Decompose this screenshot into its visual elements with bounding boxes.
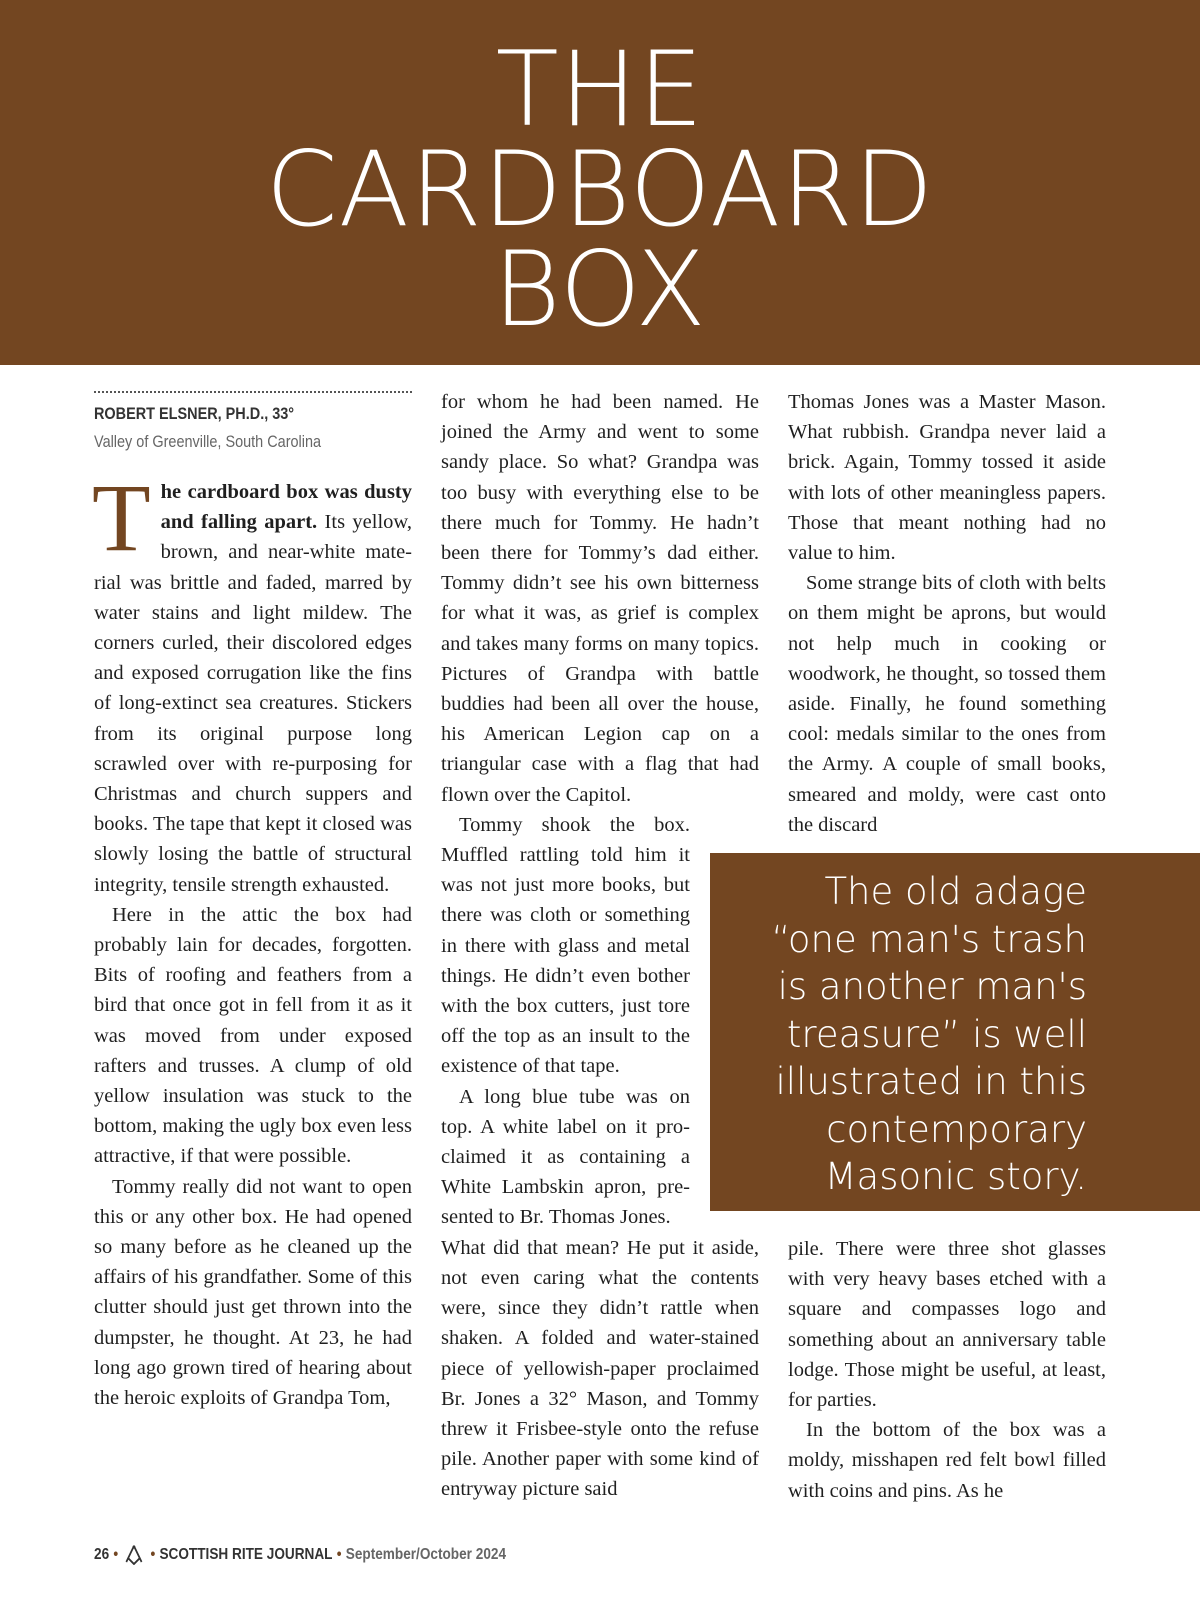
journal-name: SCOTTISH RITE JOURNAL (159, 1546, 333, 1563)
bullet-separator: • (113, 1546, 119, 1563)
title-banner (0, 0, 1200, 365)
paragraph-5a: A long blue tube was on top. A white label on it proclaimed it as containing a White Lambskin apron, presented to Br. Thomas Jones. (441, 1085, 690, 1229)
lead-paragraph (92, 464, 412, 900)
bullet-separator: • (336, 1546, 342, 1563)
title-line-1: THE (495, 30, 705, 150)
paragraph-7: In the bottom of the box was a moldy, misshapen red felt bowl filled with coins and pins. As he (788, 1419, 1106, 1502)
paragraph-6a: Some strange bits of cloth with belts on them might be aprons, but would not help much in cooking or woodwork, he thought, so tossed them aside. Finally, he found something cool: medals similar to the ones from the Army. A couple of small books, smeared and moldy, were cast onto the discard (788, 572, 1106, 836)
lead-bold: he cardboard box was dusty and falling apart. (160, 481, 412, 534)
author-name: ROBERT ELSNER, PH.D., 33° (94, 404, 295, 423)
paragraph-5b: What did that mean? He put it aside, not even caring what the contents were, since they didn’t rattle when shaken. A folded and water-stained piece of yellowish-paper proclaimed Br. Jones a 32° Mason, and Tommy threw it Frisbee-style onto the refuse pile. Another paper with some kind of entryway picture said (441, 1236, 759, 1501)
paragraph-3a: Tommy really did not want to open this or any other box. He had opened so many before as he cleaned up the affairs of his grandfather. Some of this clutter should just get thrown into the dumpster, he thought. At 23, he had long ago grown tired of hearing about the heroic exploits of Grandpa Tom, (94, 1175, 412, 1410)
paragraph-2: Here in the attic the box had probably lain for decades, forgotten. Bits of roofing and feathers from a bird that once got in fell from it as it was moved from under exposed rafters and trusses. A clump of old yellow insulation was stuck to the bottom, making the ugly box even less attractive, if that were possible. (94, 903, 412, 1168)
square-and-compasses-icon (124, 1545, 144, 1565)
paragraph-5c: Thomas Jones was a Master Mason. What rubbish. Grandpa never laid a brick. Again, Tommy tossed it aside with lots of other meaningless papers. Those that meant nothing had no value to him. (788, 391, 1106, 565)
pull-quote-line: treasure” is well (786, 1012, 1087, 1056)
column-1 (92, 464, 412, 1413)
column-3-bottom (788, 1234, 1106, 1506)
title-line-2: CARDBOARD (265, 130, 935, 250)
pull-quote-line: “one man's trash (771, 917, 1087, 961)
pull-quote-line: is another man's (777, 965, 1087, 1008)
author-location: Valley of Greenville, South Carolina (94, 432, 322, 451)
pull-quote-line: The old adage (824, 870, 1087, 913)
title-line-3: BOX (493, 230, 707, 350)
pull-quote-line: illustrated in this (775, 1060, 1087, 1103)
page-number: 26 (94, 1546, 110, 1563)
pull-quote-line: Masonic story. (824, 1155, 1087, 1198)
pull-quote-box (710, 853, 1200, 1211)
paragraph-3b: for whom he had been named. He joined the Army and went to some sandy place. So what? Grandpa was too busy with everything else to be there much for Tommy. He hadn’t been there for Tommy’s dad either. Tommy didn’t see his own bitterness for what it was, as grief is complex and takes many forms on many topics. Pictures of Grandpa with battle buddies had been all over the house, his American Legion cap on a triangular case with a flag that had flown over the Capitol. (441, 391, 759, 806)
byline-divider (94, 391, 412, 393)
pull-quote (707, 868, 1087, 1201)
article-title (0, 30, 1200, 350)
paragraph-6b: pile. There were three shot glasses with very heavy bases etched with a square and compasses logo and something about an anniversary table lodge. Those might be useful, at least, for parties. (788, 1238, 1106, 1412)
drop-cap: T (92, 464, 151, 571)
page-footer (94, 1545, 506, 1565)
column-3-top (788, 387, 1106, 840)
paragraph-4: Tommy shook the box. Muffled rattling told him it was not just more books, but there was cloth or something in there with glass and metal things. He didn’t even bother with the box cutters, just tore off the top as an insult to the existence of that tape. (441, 813, 690, 1078)
bullet-separator: • (150, 1546, 156, 1563)
issue-date: September/October 2024 (345, 1546, 507, 1563)
pull-quote-line: contemporary (826, 1107, 1087, 1151)
lead-rest: Its yellow, brown, and near-white material was brittle and faded, marred by water stains and light mildew. The corners curled, their discolored edges and exposed corrugation like the fins of long-extinct sea creatures. Stickers from its original purpose long scrawled over with re-purposing for Christmas and church suppers and books. The tape that kept it closed was slowly losing the battle of structural integrity, tensile strength exhausted. (94, 511, 412, 896)
